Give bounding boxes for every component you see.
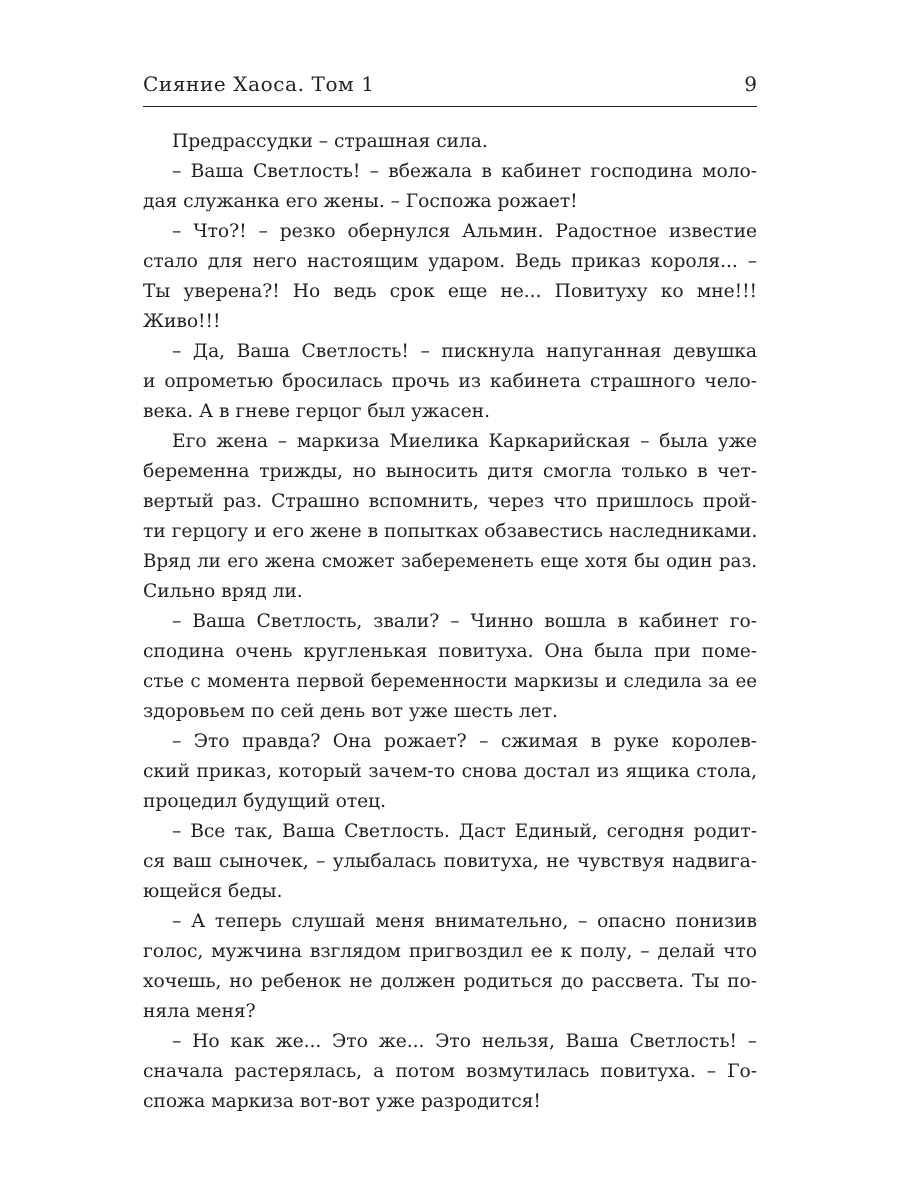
text-line: – Все так, Ваша Светлость. Даст Единый, сегодня родит- bbox=[172, 821, 757, 842]
text-line: – Ваша Светлость, звали? – Чинно вошла в кабинет го- bbox=[172, 611, 757, 632]
running-head bbox=[143, 70, 757, 98]
text-line: няла меня? bbox=[143, 1001, 256, 1022]
text-line: – А теперь слушай меня внимательно, – опасно понизив bbox=[172, 911, 757, 932]
running-title: Сияние Хаоса. Том 1 bbox=[143, 72, 375, 96]
header-rule bbox=[143, 106, 757, 107]
text-line: – Ваша Светлость! – вбежала в кабинет господина моло- bbox=[172, 161, 757, 182]
page-number: 9 bbox=[744, 72, 757, 96]
text-line: стье с момента первой беременности маркизы и следила за ее bbox=[143, 671, 757, 692]
text-line: Его жена – маркиза Миелика Каркарийская – была уже bbox=[172, 431, 757, 452]
text-line: ющейся беды. bbox=[143, 881, 283, 902]
text-line: вертый раз. Страшно вспомнить, через что пришлось прой- bbox=[143, 491, 757, 512]
text-line: сначала растерялась, а потом возмутилась повитуха. – Го- bbox=[143, 1061, 757, 1082]
text-line: – Это правда? Она рожает? – сжимая в руке королев- bbox=[172, 731, 757, 752]
text-line: ский приказ, который зачем-то снова достал из ящика стола, bbox=[143, 761, 757, 782]
text-line: и опрометью бросилась прочь из кабинета страшного чело- bbox=[143, 371, 757, 392]
text-line: Сильно вряд ли. bbox=[143, 581, 303, 602]
text-line: спожа маркиза вот-вот уже разродится! bbox=[143, 1091, 541, 1112]
text-line: ся ваш сыночек, – улыбалась повитуха, не чувствуя надвига- bbox=[143, 851, 757, 872]
text-line: Вряд ли его жена сможет забеременеть еще хотя бы один раз. bbox=[143, 551, 757, 572]
text-line: ти герцогу и его жене в попытках обзавестись наследниками. bbox=[143, 521, 758, 542]
text-line: – Что?! – резко обернулся Альмин. Радостное известие bbox=[172, 221, 757, 242]
text-line: сподина очень кругленькая повитуха. Она была при поме- bbox=[143, 641, 757, 662]
text-line: – Но как же... Это же... Это нельзя, Ваша Светлость! – bbox=[172, 1031, 757, 1052]
body-text bbox=[143, 127, 757, 1117]
text-line: Ты уверена?! Но ведь срок еще не... Повитуху ко мне!!! bbox=[143, 281, 757, 302]
text-line: хочешь, но ребенок не должен родиться до рассвета. Ты по- bbox=[143, 971, 757, 992]
text-line: Предрассудки – страшная сила. bbox=[172, 131, 488, 152]
text-line: стало для него настоящим ударом. Ведь приказ короля... – bbox=[143, 251, 757, 272]
text-line: беременна трижды, но выносить дитя смогла только в чет- bbox=[143, 461, 757, 482]
text-line: – Да, Ваша Светлость! – пискнула напуганная девушка bbox=[172, 341, 757, 362]
text-line: здоровьем по сей день вот уже шесть лет. bbox=[143, 701, 558, 722]
text-line: Живо!!! bbox=[143, 311, 221, 332]
text-line: голос, мужчина взглядом пригвоздил ее к полу, – делай что bbox=[143, 941, 757, 962]
text-line: дая служанка его жены. – Госпожа рожает! bbox=[143, 191, 578, 212]
text-line: процедил будущий отец. bbox=[143, 791, 386, 812]
text-line: века. А в гневе герцог был ужасен. bbox=[143, 401, 490, 422]
